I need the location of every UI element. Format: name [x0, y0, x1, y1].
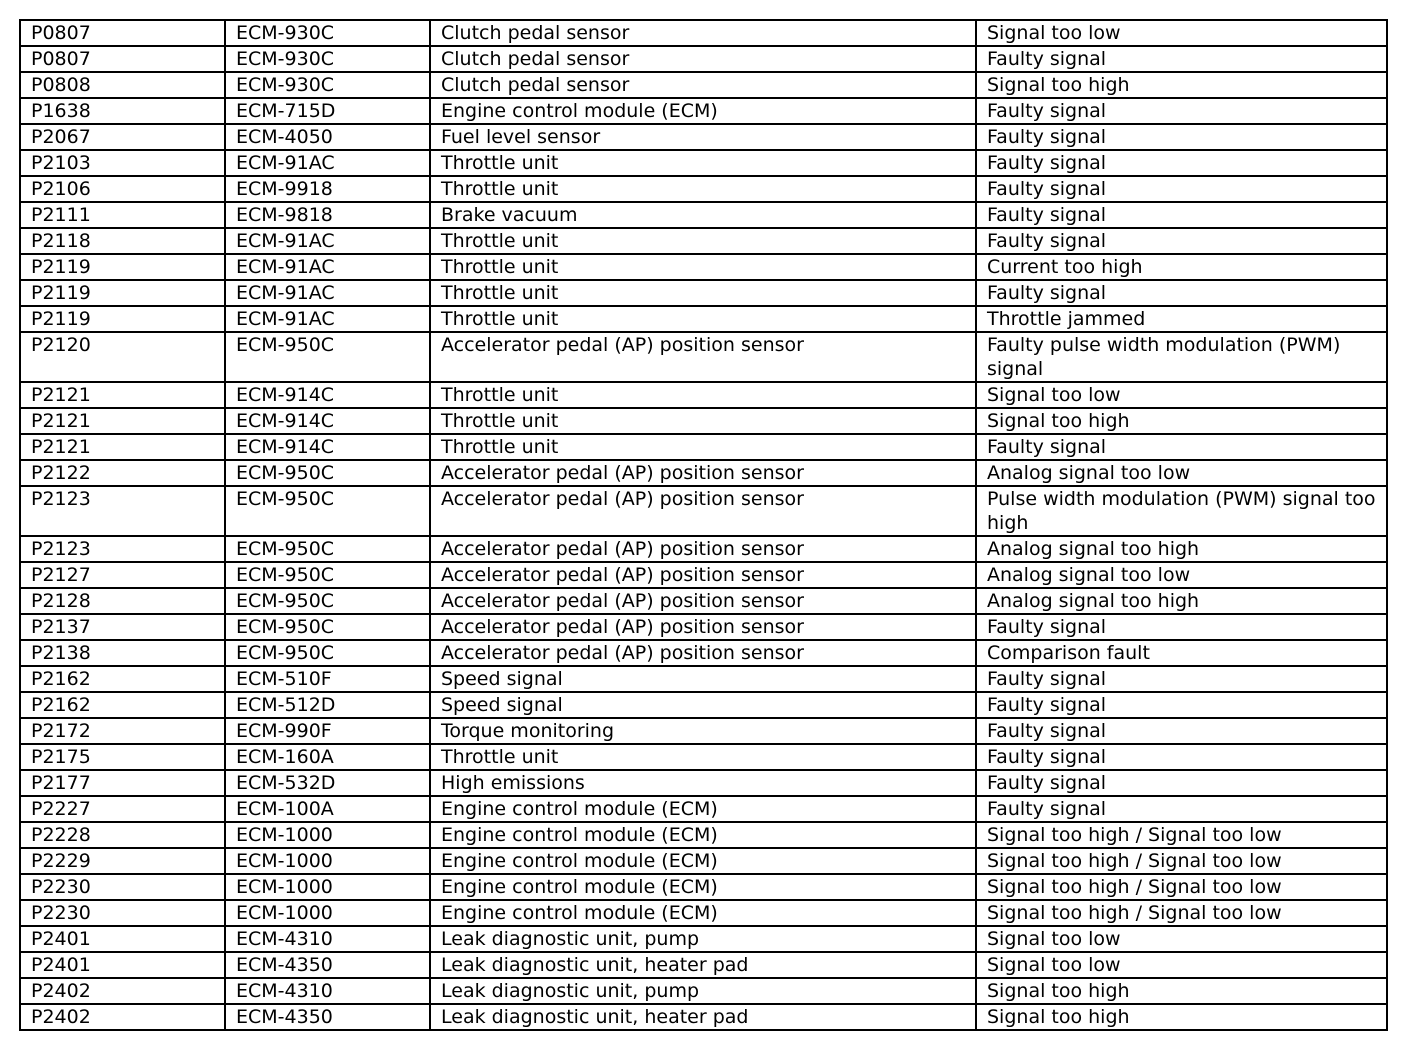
table-row — [20, 588, 1387, 614]
module-code-cell: ECM-4350 — [225, 1004, 430, 1030]
dtc-code-cell: P2137 — [20, 614, 225, 640]
component-cell: Accelerator pedal (AP) position sensor — [430, 562, 976, 588]
table-row — [20, 72, 1387, 98]
dtc-code-cell: P2118 — [20, 228, 225, 254]
table-row — [20, 98, 1387, 124]
fault-description-cell: Analog signal too low — [976, 562, 1387, 588]
table-row — [20, 562, 1387, 588]
fault-description-cell: Faulty signal — [976, 280, 1387, 306]
dtc-code-cell: P2121 — [20, 408, 225, 434]
component-cell: Accelerator pedal (AP) position sensor — [430, 460, 976, 486]
component-cell: Accelerator pedal (AP) position sensor — [430, 588, 976, 614]
dtc-code-cell: P2228 — [20, 822, 225, 848]
dtc-code-cell: P2402 — [20, 978, 225, 1004]
component-cell: Engine control module (ECM) — [430, 848, 976, 874]
dtc-code-cell: P2175 — [20, 744, 225, 770]
fault-description-cell: Signal too low — [976, 952, 1387, 978]
fault-description-cell: Comparison fault — [976, 640, 1387, 666]
component-cell: High emissions — [430, 770, 976, 796]
component-cell: Fuel level sensor — [430, 124, 976, 150]
component-cell: Throttle unit — [430, 408, 976, 434]
fault-description-cell: Current too high — [976, 254, 1387, 280]
fault-description-cell: Faulty signal — [976, 666, 1387, 692]
component-cell: Engine control module (ECM) — [430, 98, 976, 124]
dtc-code-cell: P2119 — [20, 306, 225, 332]
component-cell: Accelerator pedal (AP) position sensor — [430, 536, 976, 562]
fault-description-cell: Analog signal too high — [976, 536, 1387, 562]
component-cell: Engine control module (ECM) — [430, 796, 976, 822]
module-code-cell: ECM-950C — [225, 562, 430, 588]
fault-description-cell: Faulty signal — [976, 796, 1387, 822]
fault-description-cell: Pulse width modulation (PWM) signal too high — [976, 486, 1387, 536]
fault-description-cell: Faulty signal — [976, 124, 1387, 150]
module-code-cell: ECM-990F — [225, 718, 430, 744]
fault-description-cell: Signal too high — [976, 72, 1387, 98]
fault-description-cell: Faulty signal — [976, 692, 1387, 718]
fault-description-cell: Analog signal too low — [976, 460, 1387, 486]
table-row — [20, 770, 1387, 796]
fault-description-cell: Faulty signal — [976, 718, 1387, 744]
component-cell: Throttle unit — [430, 150, 976, 176]
component-cell: Clutch pedal sensor — [430, 46, 976, 72]
dtc-code-cell: P2177 — [20, 770, 225, 796]
dtc-code-cell: P2162 — [20, 692, 225, 718]
table-row — [20, 150, 1387, 176]
dtc-code-cell: P2227 — [20, 796, 225, 822]
component-cell: Accelerator pedal (AP) position sensor — [430, 614, 976, 640]
module-code-cell: ECM-91AC — [225, 306, 430, 332]
module-code-cell: ECM-1000 — [225, 874, 430, 900]
component-cell: Torque monitoring — [430, 718, 976, 744]
table-row — [20, 900, 1387, 926]
fault-description-cell: Faulty signal — [976, 614, 1387, 640]
fault-description-cell: Signal too high / Signal too low — [976, 900, 1387, 926]
dtc-code-cell: P2229 — [20, 848, 225, 874]
fault-description-cell: Signal too high / Signal too low — [976, 822, 1387, 848]
table-row — [20, 614, 1387, 640]
module-code-cell: ECM-950C — [225, 460, 430, 486]
module-code-cell: ECM-950C — [225, 332, 430, 382]
dtc-code-cell: P2128 — [20, 588, 225, 614]
table-row — [20, 874, 1387, 900]
component-cell: Engine control module (ECM) — [430, 874, 976, 900]
module-code-cell: ECM-914C — [225, 434, 430, 460]
dtc-code-cell: P2138 — [20, 640, 225, 666]
table-row — [20, 176, 1387, 202]
component-cell: Leak diagnostic unit, pump — [430, 978, 976, 1004]
fault-description-cell: Faulty signal — [976, 98, 1387, 124]
module-code-cell: ECM-91AC — [225, 150, 430, 176]
table-row — [20, 692, 1387, 718]
module-code-cell: ECM-100A — [225, 796, 430, 822]
module-code-cell: ECM-9818 — [225, 202, 430, 228]
table-row — [20, 848, 1387, 874]
table-row — [20, 332, 1387, 382]
table-row — [20, 1004, 1387, 1030]
component-cell: Accelerator pedal (AP) position sensor — [430, 640, 976, 666]
component-cell: Throttle unit — [430, 306, 976, 332]
dtc-code-cell: P0807 — [20, 46, 225, 72]
component-cell: Leak diagnostic unit, heater pad — [430, 952, 976, 978]
module-code-cell: ECM-914C — [225, 408, 430, 434]
dtc-code-cell: P2402 — [20, 1004, 225, 1030]
fault-code-table-body — [20, 20, 1387, 1030]
module-code-cell: ECM-4350 — [225, 952, 430, 978]
table-row — [20, 486, 1387, 536]
dtc-code-cell: P2120 — [20, 332, 225, 382]
table-row — [20, 202, 1387, 228]
component-cell: Throttle unit — [430, 228, 976, 254]
module-code-cell: ECM-914C — [225, 382, 430, 408]
fault-description-cell: Signal too low — [976, 20, 1387, 46]
dtc-code-cell: P2111 — [20, 202, 225, 228]
dtc-code-cell: P0807 — [20, 20, 225, 46]
module-code-cell: ECM-1000 — [225, 848, 430, 874]
dtc-code-cell: P2119 — [20, 280, 225, 306]
dtc-code-cell: P2119 — [20, 254, 225, 280]
component-cell: Throttle unit — [430, 176, 976, 202]
table-row — [20, 536, 1387, 562]
table-row — [20, 978, 1387, 1004]
component-cell: Throttle unit — [430, 382, 976, 408]
dtc-code-cell: P2162 — [20, 666, 225, 692]
module-code-cell: ECM-91AC — [225, 254, 430, 280]
component-cell: Speed signal — [430, 666, 976, 692]
module-code-cell: ECM-1000 — [225, 822, 430, 848]
fault-description-cell: Signal too low — [976, 382, 1387, 408]
module-code-cell: ECM-510F — [225, 666, 430, 692]
component-cell: Engine control module (ECM) — [430, 822, 976, 848]
table-row — [20, 254, 1387, 280]
fault-description-cell: Faulty signal — [976, 770, 1387, 796]
module-code-cell: ECM-4310 — [225, 978, 430, 1004]
table-row — [20, 744, 1387, 770]
dtc-code-cell: P2121 — [20, 382, 225, 408]
dtc-code-cell: P2103 — [20, 150, 225, 176]
module-code-cell: ECM-715D — [225, 98, 430, 124]
fault-description-cell: Faulty pulse width modulation (PWM) signal — [976, 332, 1387, 382]
module-code-cell: ECM-930C — [225, 20, 430, 46]
component-cell: Throttle unit — [430, 434, 976, 460]
dtc-code-cell: P2127 — [20, 562, 225, 588]
dtc-code-cell: P2123 — [20, 486, 225, 536]
module-code-cell: ECM-950C — [225, 588, 430, 614]
table-row — [20, 46, 1387, 72]
module-code-cell: ECM-4050 — [225, 124, 430, 150]
fault-description-cell: Signal too low — [976, 926, 1387, 952]
fault-description-cell: Signal too high / Signal too low — [976, 874, 1387, 900]
component-cell: Throttle unit — [430, 280, 976, 306]
fault-description-cell: Faulty signal — [976, 176, 1387, 202]
module-code-cell: ECM-950C — [225, 486, 430, 536]
table-row — [20, 666, 1387, 692]
component-cell: Brake vacuum — [430, 202, 976, 228]
module-code-cell: ECM-532D — [225, 770, 430, 796]
dtc-code-cell: P2106 — [20, 176, 225, 202]
dtc-code-cell: P2121 — [20, 434, 225, 460]
table-row — [20, 306, 1387, 332]
component-cell: Leak diagnostic unit, heater pad — [430, 1004, 976, 1030]
component-cell: Clutch pedal sensor — [430, 20, 976, 46]
dtc-code-cell: P2230 — [20, 900, 225, 926]
table-row — [20, 460, 1387, 486]
module-code-cell: ECM-160A — [225, 744, 430, 770]
table-row — [20, 952, 1387, 978]
table-row — [20, 20, 1387, 46]
dtc-code-cell: P2123 — [20, 536, 225, 562]
table-row — [20, 382, 1387, 408]
module-code-cell: ECM-950C — [225, 536, 430, 562]
table-row — [20, 408, 1387, 434]
component-cell: Leak diagnostic unit, pump — [430, 926, 976, 952]
module-code-cell: ECM-950C — [225, 614, 430, 640]
module-code-cell: ECM-512D — [225, 692, 430, 718]
table-row — [20, 926, 1387, 952]
table-row — [20, 718, 1387, 744]
component-cell: Clutch pedal sensor — [430, 72, 976, 98]
module-code-cell: ECM-91AC — [225, 280, 430, 306]
fault-description-cell: Throttle jammed — [976, 306, 1387, 332]
module-code-cell: ECM-91AC — [225, 228, 430, 254]
dtc-code-cell: P1638 — [20, 98, 225, 124]
module-code-cell: ECM-950C — [225, 640, 430, 666]
fault-description-cell: Signal too high — [976, 978, 1387, 1004]
component-cell: Accelerator pedal (AP) position sensor — [430, 486, 976, 536]
fault-description-cell: Signal too high — [976, 408, 1387, 434]
module-code-cell: ECM-930C — [225, 46, 430, 72]
component-cell: Throttle unit — [430, 744, 976, 770]
fault-description-cell: Faulty signal — [976, 228, 1387, 254]
dtc-code-cell: P2401 — [20, 952, 225, 978]
component-cell: Speed signal — [430, 692, 976, 718]
table-row — [20, 228, 1387, 254]
fault-description-cell: Analog signal too high — [976, 588, 1387, 614]
module-code-cell: ECM-1000 — [225, 900, 430, 926]
component-cell: Throttle unit — [430, 254, 976, 280]
dtc-code-cell: P0808 — [20, 72, 225, 98]
table-row — [20, 124, 1387, 150]
fault-code-table — [19, 19, 1388, 1031]
dtc-code-cell: P2401 — [20, 926, 225, 952]
fault-description-cell: Faulty signal — [976, 46, 1387, 72]
fault-description-cell: Faulty signal — [976, 150, 1387, 176]
component-cell: Engine control module (ECM) — [430, 900, 976, 926]
module-code-cell: ECM-4310 — [225, 926, 430, 952]
dtc-code-cell: P2067 — [20, 124, 225, 150]
table-row — [20, 434, 1387, 460]
fault-description-cell: Faulty signal — [976, 744, 1387, 770]
dtc-code-cell: P2122 — [20, 460, 225, 486]
table-row — [20, 796, 1387, 822]
fault-description-cell: Faulty signal — [976, 434, 1387, 460]
table-row — [20, 280, 1387, 306]
table-row — [20, 640, 1387, 666]
component-cell: Accelerator pedal (AP) position sensor — [430, 332, 976, 382]
dtc-code-cell: P2230 — [20, 874, 225, 900]
module-code-cell: ECM-930C — [225, 72, 430, 98]
table-row — [20, 822, 1387, 848]
dtc-code-cell: P2172 — [20, 718, 225, 744]
fault-description-cell: Signal too high / Signal too low — [976, 848, 1387, 874]
fault-description-cell: Faulty signal — [976, 202, 1387, 228]
fault-description-cell: Signal too high — [976, 1004, 1387, 1030]
module-code-cell: ECM-9918 — [225, 176, 430, 202]
